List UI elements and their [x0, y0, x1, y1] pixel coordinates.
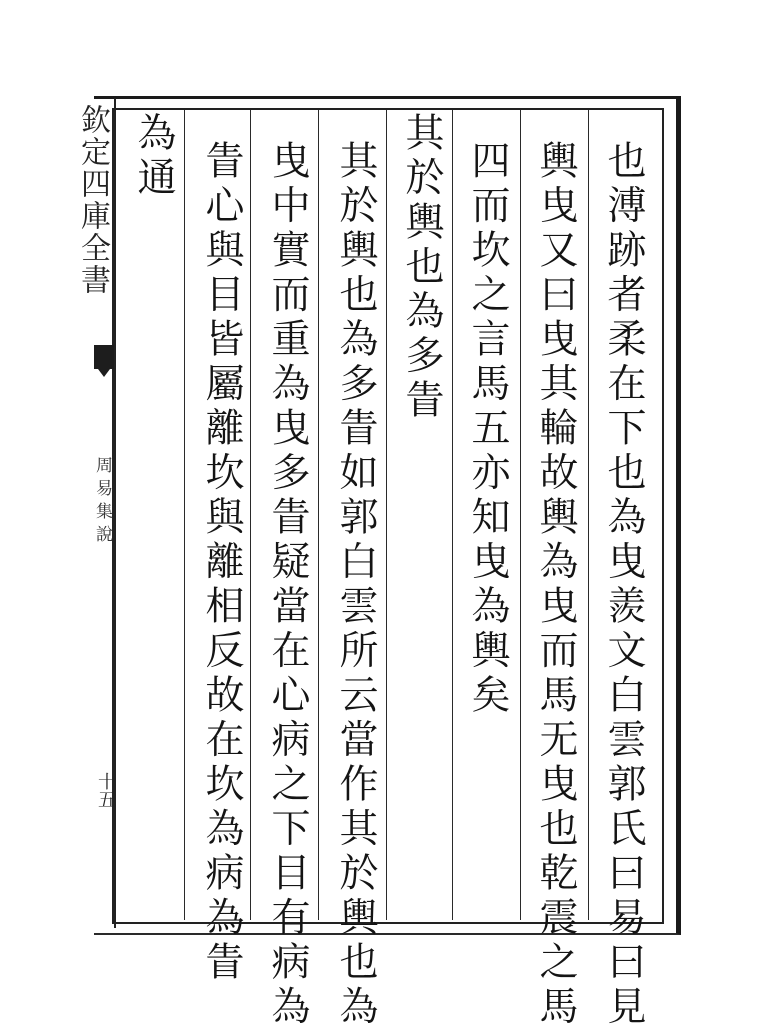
fish-tail-mark-icon	[94, 345, 114, 369]
text-column-7: 眚心與目皆屬離坎與離相反故在坎為病為眚	[199, 140, 244, 986]
column-rule	[318, 110, 319, 920]
margin-title: 欽定四庫全書	[75, 104, 110, 296]
margin-page-number: 十五	[95, 772, 116, 808]
column-rule	[250, 110, 251, 920]
text-column-8: 為通	[131, 112, 176, 201]
text-column-2: 輿曳又曰曳其輪故輿為曳而馬无曳也乾震之馬	[533, 140, 578, 1030]
column-rule	[452, 110, 453, 920]
inner-border	[112, 108, 664, 924]
text-column-4: 其於輿也為多眚	[399, 112, 444, 424]
text-column-6: 曳中實而重為曳多眚疑當在心病之下目有病為	[265, 140, 310, 1030]
column-rule	[184, 110, 185, 920]
column-rule	[386, 110, 387, 920]
text-column-1: 也溥跡者柔在下也為曳羨文白雲郭氏曰易曰見	[601, 140, 646, 1030]
column-rule	[588, 110, 589, 920]
text-column-5: 其於輿也為多眚如郭白雲所云當作其於輿也為	[333, 140, 378, 1030]
margin-book-title: 周易集說	[92, 456, 112, 548]
column-rule	[520, 110, 521, 920]
text-column-3: 四而坎之言馬五亦知曳為輿矣	[465, 140, 510, 719]
